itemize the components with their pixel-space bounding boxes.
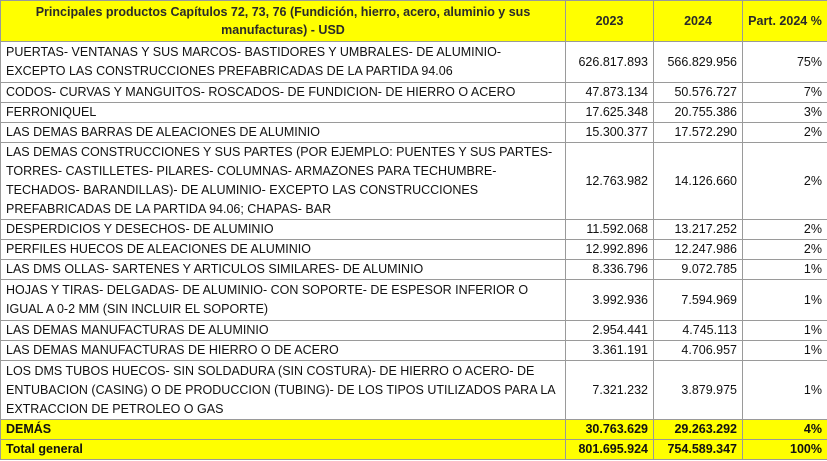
table-row	[1, 123, 827, 143]
participation: 1%	[743, 361, 827, 420]
table-row	[1, 240, 827, 260]
product-name: FERRONIQUEL	[1, 103, 566, 123]
product-name: LAS DMS OLLAS- SARTENES Y ARTICULOS SIMILARES- DE ALUMINIO	[1, 260, 566, 280]
value-2024: 7.594.969	[654, 280, 743, 321]
column-header-part: Part. 2024 %	[743, 1, 827, 42]
value-2024: 20.755.386	[654, 103, 743, 123]
value-2023: 47.873.134	[566, 83, 654, 103]
table-row	[1, 83, 827, 103]
others-value-2024: 29.263.292	[654, 420, 743, 440]
participation: 75%	[743, 42, 827, 83]
others-value-2023: 30.763.629	[566, 420, 654, 440]
product-name: LAS DEMAS MANUFACTURAS DE ALUMINIO	[1, 321, 566, 341]
product-name: DESPERDICIOS Y DESECHOS- DE ALUMINIO	[1, 220, 566, 240]
table-title: Principales productos Capítulos 72, 73, 76 (Fundición, hierro, acero, aluminio y sus manufacturas) - USD	[1, 1, 566, 42]
participation: 1%	[743, 321, 827, 341]
product-name: LAS DEMAS MANUFACTURAS DE HIERRO O DE ACERO	[1, 341, 566, 361]
value-2023: 12.763.982	[566, 143, 654, 220]
product-name: LOS DMS TUBOS HUECOS- SIN SOLDADURA (SIN COSTURA)- DE HIERRO O ACERO- DE ENTUBACION (CASING) O DE PRODUCCION (TUBING)- DE LOS TIPOS UTILIZADOS PARA LA EXTRACCION DE PETROLEO O GAS	[1, 361, 566, 420]
table-row	[1, 143, 827, 220]
product-name: CODOS- CURVAS Y MANGUITOS- ROSCADOS- DE FUNDICION- DE HIERRO O ACERO	[1, 83, 566, 103]
value-2024: 17.572.290	[654, 123, 743, 143]
participation: 1%	[743, 260, 827, 280]
value-2024: 4.706.957	[654, 341, 743, 361]
total-value-2023: 801.695.924	[566, 440, 654, 460]
value-2024: 14.126.660	[654, 143, 743, 220]
value-2024: 3.879.975	[654, 361, 743, 420]
value-2024: 50.576.727	[654, 83, 743, 103]
value-2024: 12.247.986	[654, 240, 743, 260]
value-2023: 12.992.896	[566, 240, 654, 260]
value-2024: 13.217.252	[654, 220, 743, 240]
participation: 2%	[743, 240, 827, 260]
value-2023: 2.954.441	[566, 321, 654, 341]
value-2023: 15.300.377	[566, 123, 654, 143]
others-label: DEMÁS	[1, 420, 566, 440]
table-row	[1, 321, 827, 341]
total-participation: 100%	[743, 440, 827, 460]
value-2023: 3.361.191	[566, 341, 654, 361]
table-row	[1, 42, 827, 83]
others-row	[1, 420, 827, 440]
participation: 2%	[743, 143, 827, 220]
participation: 7%	[743, 83, 827, 103]
value-2023: 8.336.796	[566, 260, 654, 280]
table-row	[1, 103, 827, 123]
header-row	[1, 1, 827, 42]
total-label: Total general	[1, 440, 566, 460]
participation: 2%	[743, 123, 827, 143]
product-name: LAS DEMAS CONSTRUCCIONES Y SUS PARTES (POR EJEMPLO: PUENTES Y SUS PARTES- TORRES- CASTILLETES- PILARES- COLUMNAS- ARMAZONES PARA TECHUMBRE- TECHADOS- BARANDILLAS)- DE ALUMINIO- EXCEPTO LAS CONSTRUCCIONES PREFABRICADAS DE LA PARTIDA 94.06; CHAPAS- BAR	[1, 143, 566, 220]
product-name: PUERTAS- VENTANAS Y SUS MARCOS- BASTIDORES Y UMBRALES- DE ALUMINIO- EXCEPTO LAS CONSTRUCCIONES PREFABRICADAS DE LA PARTIDA 94.06	[1, 42, 566, 83]
participation: 3%	[743, 103, 827, 123]
table-row	[1, 361, 827, 420]
value-2023: 17.625.348	[566, 103, 654, 123]
value-2024: 9.072.785	[654, 260, 743, 280]
product-name: LAS DEMAS BARRAS DE ALEACIONES DE ALUMINIO	[1, 123, 566, 143]
value-2023: 3.992.936	[566, 280, 654, 321]
table-row	[1, 280, 827, 321]
total-value-2024: 754.589.347	[654, 440, 743, 460]
others-participation: 4%	[743, 420, 827, 440]
value-2023: 7.321.232	[566, 361, 654, 420]
product-name: PERFILES HUECOS DE ALEACIONES DE ALUMINIO	[1, 240, 566, 260]
participation: 2%	[743, 220, 827, 240]
value-2023: 11.592.068	[566, 220, 654, 240]
table-row	[1, 220, 827, 240]
value-2023: 626.817.893	[566, 42, 654, 83]
table-row	[1, 341, 827, 361]
table-row	[1, 260, 827, 280]
value-2024: 566.829.956	[654, 42, 743, 83]
product-name: HOJAS Y TIRAS- DELGADAS- DE ALUMINIO- CON SOPORTE- DE ESPESOR INFERIOR O IGUAL A 0-2 MM (SIN INCLUIR EL SOPORTE)	[1, 280, 566, 321]
participation: 1%	[743, 341, 827, 361]
column-header-2023: 2023	[566, 1, 654, 42]
value-2024: 4.745.113	[654, 321, 743, 341]
total-row	[1, 440, 827, 460]
column-header-2024: 2024	[654, 1, 743, 42]
participation: 1%	[743, 280, 827, 321]
